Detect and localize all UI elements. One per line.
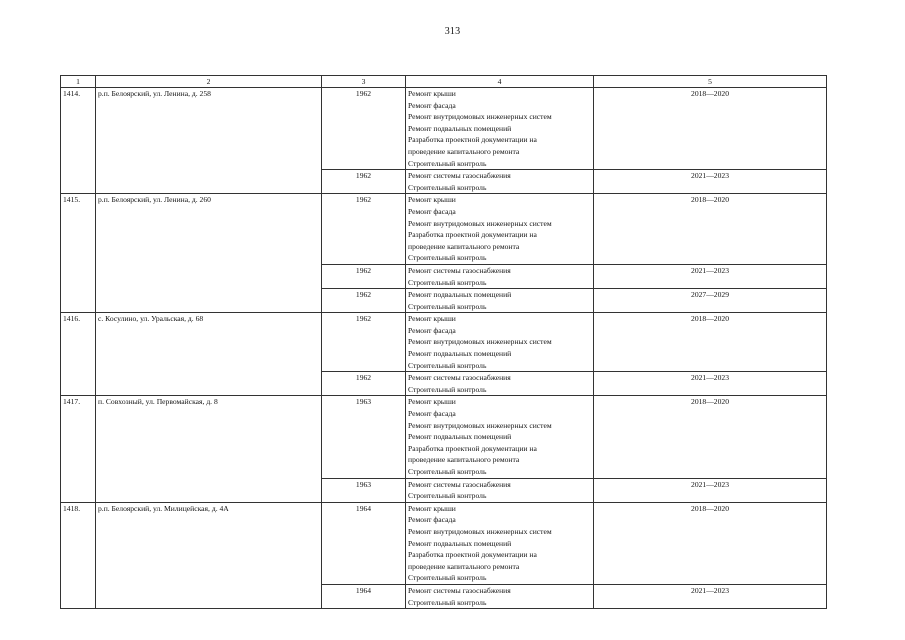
works-cell [406, 584, 594, 608]
year-cell: 1964 [322, 502, 406, 584]
work-item: Строительный контроль [408, 467, 487, 476]
entry-number: 1415. [61, 194, 96, 313]
work-item: Ремонт внутридомовых инженерных систем [408, 112, 552, 122]
work-item: Ремонт системы газоснабжения [408, 585, 511, 595]
work-item: Ремонт системы газоснабжения [408, 171, 511, 181]
work-item: Ремонт крыши [408, 503, 456, 513]
work-item: Ремонт подвальных помещений [408, 123, 512, 133]
works-cell [406, 88, 594, 170]
year-cell: 1962 [322, 170, 406, 194]
period-cell: 2018—2020 [594, 396, 827, 478]
table-body [61, 76, 827, 609]
work-item: Строительный контроль [408, 182, 487, 192]
period-cell: 2021—2023 [594, 584, 827, 608]
period-cell: 2021—2023 [594, 170, 827, 194]
entry-number: 1414. [61, 88, 96, 194]
address-cell: р.п. Белоярский, ул. Милицейская, д. 4А [96, 502, 322, 608]
work-item: Ремонт крыши [408, 89, 456, 98]
work-item: Строительный контроль [408, 253, 487, 263]
work-item: проведение капитального ремонта [408, 146, 520, 156]
year-cell: 1962 [322, 194, 406, 265]
work-item: Строительный контроль [408, 277, 487, 287]
works-cell [406, 170, 594, 194]
work-item: Ремонт системы газоснабжения [408, 373, 511, 383]
work-item: Ремонт подвальных помещений [408, 432, 512, 442]
period-cell: 2018—2020 [594, 313, 827, 372]
table-row [61, 313, 827, 372]
works-cell [406, 264, 594, 288]
entry-number: 1417. [61, 396, 96, 502]
period-cell: 2018—2020 [594, 502, 827, 584]
works-cell [406, 194, 594, 265]
year-cell: 1962 [322, 264, 406, 288]
work-item: Ремонт внутридомовых инженерных систем [408, 526, 552, 536]
year-cell: 1962 [322, 289, 406, 313]
header-col-4: 4 [406, 76, 594, 88]
repair-schedule-table [60, 75, 827, 609]
header-row [61, 76, 827, 88]
period-cell: 2021—2023 [594, 264, 827, 288]
page-number: 313 [444, 26, 461, 37]
year-cell: 1962 [322, 313, 406, 372]
work-item: проведение капитального ремонта [408, 561, 520, 571]
work-item: Ремонт фасада [408, 515, 456, 525]
work-item: Ремонт системы газоснабжения [408, 265, 511, 275]
work-item: Строительный контроль [408, 158, 487, 168]
work-item: Ремонт подвальных помещений [408, 538, 512, 548]
year-cell: 1963 [322, 396, 406, 478]
work-item: Ремонт фасада [408, 100, 456, 110]
period-cell: 2021—2023 [594, 372, 827, 396]
work-item: Ремонт подвальных помещений [408, 290, 512, 300]
works-cell [406, 502, 594, 584]
table-row [61, 502, 827, 584]
table-row [61, 88, 827, 170]
works-cell [406, 313, 594, 372]
period-cell: 2027—2029 [594, 289, 827, 313]
works-cell [406, 478, 594, 502]
work-item: Разработка проектной документации на [408, 230, 537, 240]
work-item: Ремонт крыши [408, 397, 456, 407]
work-item: Разработка проектной документации на [408, 443, 537, 453]
work-item: Ремонт крыши [408, 314, 456, 324]
address-cell: р.п. Белоярский, ул. Ленина, д. 260 [96, 194, 322, 313]
work-item: Строительный контроль [408, 573, 487, 583]
header-col-1: 1 [61, 76, 96, 88]
address-cell: с. Косулино, ул. Уральская, д. 68 [96, 313, 322, 396]
header-col-3: 3 [322, 76, 406, 88]
works-cell [406, 396, 594, 478]
header-col-2: 2 [96, 76, 322, 88]
period-cell: 2018—2020 [594, 88, 827, 170]
works-cell [406, 289, 594, 313]
work-item: проведение капитального ремонта [408, 455, 520, 465]
work-item: Разработка проектной документации на [408, 135, 537, 145]
table-row [61, 396, 827, 478]
period-cell: 2018—2020 [594, 194, 827, 265]
work-item: Ремонт системы газоснабжения [408, 479, 511, 489]
header-col-5: 5 [594, 76, 827, 88]
table-row [61, 194, 827, 265]
work-item: Ремонт фасада [408, 206, 456, 216]
year-cell: 1963 [322, 478, 406, 502]
work-item: Строительный контроль [408, 384, 487, 394]
year-cell: 1962 [322, 372, 406, 396]
work-item: Строительный контроль [408, 491, 487, 501]
work-item: проведение капитального ремонта [408, 241, 520, 251]
works-cell [406, 372, 594, 396]
work-item: Ремонт внутридомовых инженерных систем [408, 420, 552, 430]
entry-number: 1416. [61, 313, 96, 396]
address-cell: р.п. Белоярский, ул. Ленина, д. 258 [96, 88, 322, 194]
period-cell: 2021—2023 [594, 478, 827, 502]
work-item: Ремонт внутридомовых инженерных систем [408, 337, 552, 347]
work-item: Разработка проектной документации на [408, 550, 537, 560]
entry-number: 1418. [61, 502, 96, 608]
work-item: Ремонт фасада [408, 325, 456, 335]
work-item: Строительный контроль [408, 360, 487, 370]
address-cell: п. Совхозный, ул. Первомайская, д. 8 [96, 396, 322, 502]
year-cell: 1962 [322, 88, 406, 170]
work-item: Ремонт внутридомовых инженерных систем [408, 218, 552, 228]
work-item: Строительный контроль [408, 597, 487, 607]
work-item: Ремонт подвальных помещений [408, 349, 512, 359]
work-item: Ремонт крыши [408, 195, 456, 205]
work-item: Ремонт фасада [408, 409, 456, 419]
work-item: Строительный контроль [408, 301, 487, 311]
year-cell: 1964 [322, 584, 406, 608]
